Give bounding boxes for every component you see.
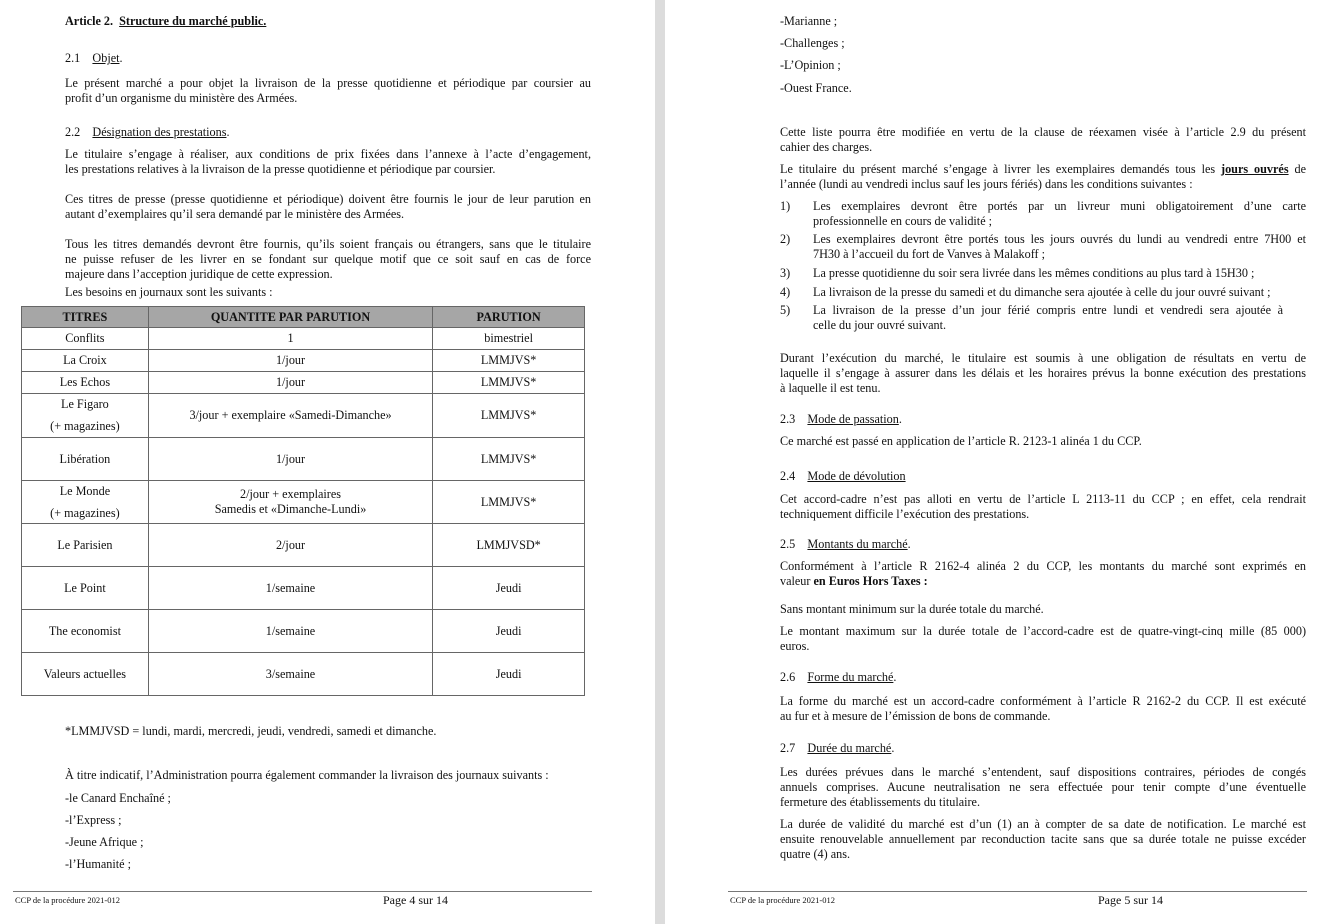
cell-titre <box>22 524 149 567</box>
cell-text: Le Monde <box>59 483 111 498</box>
paragraph <box>780 492 1306 522</box>
cell-quantite <box>148 350 432 372</box>
cell-titre <box>22 394 149 438</box>
cell-text: Jeudi <box>495 623 522 638</box>
cell-text: Jeudi <box>495 666 522 681</box>
list-item <box>813 199 1306 229</box>
page-number: Page 4 sur 14 <box>383 893 448 907</box>
table-footnote: *LMMJVSD = lundi, mardi, mercredi, jeudi, vendredi, samedi et dimanche. <box>65 724 437 738</box>
section-2-7-heading: 2.7 Durée du marché. <box>780 741 895 755</box>
page-4 <box>0 0 655 924</box>
cell-text: 1/semaine <box>265 623 316 638</box>
text-line: Durant l’exécution du marché, le titulaire est soumis à une obligation de résultats en vertu de <box>780 351 1306 365</box>
page-number: Page 5 sur 14 <box>1098 893 1163 907</box>
cell-titre <box>22 610 149 653</box>
cell-text: The economist <box>48 623 121 638</box>
table-row <box>22 372 585 394</box>
cell-titre <box>22 438 149 481</box>
paragraph: Les besoins en journaux sont les suivants : <box>65 285 273 299</box>
section-number: 2.5 <box>780 537 796 551</box>
paragraph <box>780 817 1306 862</box>
cell-parution <box>433 567 585 610</box>
cell-parution <box>433 394 585 438</box>
cell-parution <box>433 328 585 350</box>
paragraph <box>65 237 591 282</box>
table-row <box>22 653 585 696</box>
cell-quantite <box>148 653 432 696</box>
cell-quantite <box>148 567 432 610</box>
text-line: Ces titres de presse (presse quotidienne et périodique) doivent être fournis le jour de leur parution en <box>65 192 591 206</box>
cell-titre <box>22 372 149 394</box>
cell-titre <box>22 481 149 524</box>
cell-text: 3/semaine <box>265 666 316 681</box>
text-line: 7H30 à l’accueil du fort de Vanves à Malakoff ; <box>813 247 1046 261</box>
text-line: Le titulaire s’engage à réaliser, aux conditions de prix fixées dans l’annexe à l’acte d’engagement, <box>65 147 591 161</box>
cell-text: 2/jour + exemplaires <box>240 487 341 501</box>
paragraph: Sans montant minimum sur la durée totale du marché. <box>780 602 1044 616</box>
list-item: -le Canard Enchaîné ; <box>65 791 171 805</box>
paragraph <box>65 147 591 177</box>
paragraph <box>780 624 1306 654</box>
text-line: Conformément à l’article R 2162-4 alinéa 2 du CCP, les montants du marché sont exprimés en <box>780 559 1306 573</box>
text-line: professionnelle en cours de validité ; <box>813 214 993 228</box>
cell-parution <box>433 653 585 696</box>
text-line: Le présent marché a pour objet la livraison de la presse quotidienne et périodique par coursier au <box>65 76 591 90</box>
column-header-titres: TITRES <box>22 307 149 328</box>
section-number: 2.1 <box>65 51 81 65</box>
cell-parution <box>433 610 585 653</box>
cell-text: Libération <box>59 451 111 466</box>
text-line: ne puisse refuser de les livrer en se fondant sur quelque motif que ce soit sauf en cas de force <box>65 252 591 266</box>
cell-text: 1/jour <box>275 375 306 389</box>
paragraph <box>780 351 1306 396</box>
cell-quantite <box>148 438 432 481</box>
article-heading <box>65 14 266 29</box>
text-line <box>780 574 928 588</box>
item-number: 3) <box>780 266 791 280</box>
cell-parution <box>433 438 585 481</box>
cell-quantite <box>148 481 432 524</box>
text-line: ensuite renouvelable annuellement par reconduction tacite sans que sa durée totale ne puisse excéder <box>780 832 1306 846</box>
list-item: -Marianne ; <box>780 14 838 28</box>
footer-procedure: CCP de la procédure 2021-012 <box>15 895 120 905</box>
list-item: -Ouest France. <box>780 81 852 95</box>
text-line: quatre (4) ans. <box>780 847 851 861</box>
cell-parution <box>433 350 585 372</box>
cell-text: Le Point <box>64 580 106 595</box>
section-title: Montants du marché <box>807 537 908 551</box>
text-line: Les durées prévues dans le marché s’entendent, sauf dispositions contraires, périodes de congés <box>780 765 1306 779</box>
cell-text: 2/jour <box>275 537 306 552</box>
cell-quantite <box>148 328 432 350</box>
table-row <box>22 481 585 524</box>
text-line: au fur et à mesure de l’émission de bons de commande. <box>780 709 1051 723</box>
text-line: Le montant maximum sur la durée totale de l’accord-cadre est de quatre-vingt-cinq mille (85 000) <box>780 624 1306 638</box>
cell-text: LMMJVS* <box>480 451 537 466</box>
cell-quantite <box>148 394 432 438</box>
section-2-4-heading <box>780 469 906 484</box>
table-row <box>22 610 585 653</box>
cell-text: 1 <box>287 331 294 345</box>
paragraph <box>780 125 1306 155</box>
section-title: Mode de dévolution <box>807 469 906 483</box>
section-number: 2.2 <box>65 125 81 139</box>
cell-text: Le Parisien <box>57 537 113 552</box>
table-row <box>22 438 585 481</box>
text-line: Cet accord-cadre n’est pas alloti en vertu de l’article L 2113-11 du CCP ; en effet, cela rendrait <box>780 492 1306 506</box>
section-2-3-heading: 2.3 Mode de passation. <box>780 412 902 426</box>
page-gap <box>655 0 665 924</box>
cell-text: LMMJVS* <box>480 494 537 509</box>
item-number: 5) <box>780 303 791 317</box>
table-row <box>22 394 585 438</box>
section-number: 2.4 <box>780 469 796 483</box>
text-line: techniquement difficile l’exécution des prestations. <box>780 507 1030 521</box>
section-2-5-heading: 2.5 Montants du marché. <box>780 537 911 551</box>
footer-procedure: CCP de la procédure 2021-012 <box>730 895 835 905</box>
cell-text: Le Figaro <box>61 397 109 411</box>
text-line: autant d’exemplaires qu’il sera demandé par le ministère des Armées. <box>65 207 405 221</box>
section-number: 2.7 <box>780 741 796 755</box>
cell-text: 1/jour <box>275 451 306 466</box>
section-2-2-heading: 2.2 Désignation des prestations. <box>65 125 230 139</box>
article-number: Article 2. <box>65 14 114 28</box>
text-line: Cette liste pourra être modifiée en vertu de la clause de réexamen visée à l’article 2.9 du présent <box>780 125 1306 139</box>
text-run: de <box>1294 162 1306 176</box>
section-number: 2.3 <box>780 412 796 426</box>
cell-text: Conflits <box>65 331 105 345</box>
table-row <box>22 328 585 350</box>
item-number: 1) <box>780 199 791 213</box>
cell-text: Samedis et «Dimanche-Lundi» <box>214 502 367 516</box>
cell-titre <box>22 567 149 610</box>
section-number: 2.6 <box>780 670 796 684</box>
list-item: -l’Humanité ; <box>65 857 131 871</box>
text-line: fermeture des établissements du titulaire. <box>780 795 981 809</box>
table-row <box>22 524 585 567</box>
section-title: Durée du marché <box>807 741 892 755</box>
cell-text: Jeudi <box>495 580 522 595</box>
cell-quantite <box>148 372 432 394</box>
text-line: celle du jour ouvré suivant. <box>813 318 947 332</box>
section-title: Désignation des prestations <box>92 125 227 139</box>
paragraph: À titre indicatif, l’Administration pourra également commander la livraison des journaux suivants : <box>65 768 549 782</box>
cell-text: 1/semaine <box>265 580 316 595</box>
footer-rule <box>13 891 592 892</box>
text-line: les prestations relatives à la livraison de la presse quotidienne et périodique par coursier. <box>65 162 496 176</box>
list-item <box>813 232 1306 262</box>
list-item: -Challenges ; <box>780 36 845 50</box>
cell-titre <box>22 653 149 696</box>
section-2-6-heading: 2.6 Forme du marché. <box>780 670 897 684</box>
paragraph <box>65 76 591 106</box>
press-table <box>21 306 585 696</box>
column-header-quantite: QUANTITE PAR PARUTION <box>148 307 432 328</box>
emphasis: jours ouvrés <box>1221 162 1289 176</box>
cell-parution <box>433 481 585 524</box>
text-line <box>780 162 1306 177</box>
cell-text: 1/jour <box>275 353 306 367</box>
cell-parution <box>433 524 585 567</box>
text-line: l’année (lundi au vendredi inclus sauf les jours fériés) dans les conditions suivantes : <box>780 177 1193 191</box>
text-line: annuels comprises. Aucune neutralisation ne sera effectuée pour tenir compte d’une éventuelle <box>780 780 1306 794</box>
text-line: La livraison de la presse d’un jour férié compris entre lundi et vendredi sera ajoutée à <box>813 303 1283 317</box>
table-row <box>22 350 585 372</box>
cell-quantite <box>148 524 432 567</box>
list-item <box>813 303 1283 333</box>
paragraph <box>780 559 1306 589</box>
text-line: La durée de validité du marché est d’un (1) an à compter de sa date de notification. Le marché est <box>780 817 1306 831</box>
paragraph <box>780 694 1306 724</box>
cell-text: LMMJVS* <box>480 375 537 389</box>
cell-text: (+ magazines) <box>50 505 120 520</box>
cell-text: Les Echos <box>59 375 111 389</box>
text-line: La forme du marché est un accord-cadre conformément à l’article R 2162-2 du CCP. Il est exécuté <box>780 694 1306 708</box>
cell-titre <box>22 350 149 372</box>
text-line: Tous les titres demandés devront être fournis, qu’ils soient français ou étrangers, sans que le titulaire <box>65 237 591 251</box>
cell-titre <box>22 328 149 350</box>
cell-text: 3/jour + exemplaire «Samedi-Dimanche» <box>189 408 392 422</box>
text-line: profit d’un organisme du ministère des Armées. <box>65 91 298 105</box>
text-line: cahier des charges. <box>780 140 873 154</box>
cell-text: Valeurs actuelles <box>43 666 127 681</box>
text-line: Les exemplaires devront être portés tous les jours ouvrés du lundi au vendredi entre 7H00 et <box>813 232 1306 246</box>
list-item: -Jeune Afrique ; <box>65 835 144 849</box>
column-header-parution: PARUTION <box>433 307 585 328</box>
item-number: 2) <box>780 232 791 246</box>
paragraph <box>780 162 1306 192</box>
paragraph: Ce marché est passé en application de l’article R. 2123-1 alinéa 1 du CCP. <box>780 434 1142 448</box>
cell-text: bimestriel <box>484 331 533 345</box>
section-2-1-heading: 2.1 Objet. <box>65 51 123 65</box>
section-title: Forme du marché <box>807 670 894 684</box>
paragraph <box>780 765 1306 810</box>
emphasis: en Euros Hors Taxes : <box>813 574 928 588</box>
text-run: Le titulaire du présent marché s’engage à livrer les exemplaires demandés tous les <box>780 162 1216 176</box>
page-5 <box>665 0 1333 924</box>
cell-parution <box>433 372 585 394</box>
cell-quantite <box>148 610 432 653</box>
list-item: La livraison de la presse du samedi et du dimanche sera ajoutée à celle du jour ouvré suivant ; <box>813 285 1271 299</box>
text-line: laquelle il s’engage à assurer dans les délais et les horaires prévus la bonne exécution des prestations <box>780 366 1306 380</box>
text-line: à laquelle il est tenu. <box>780 381 881 395</box>
cell-text: LMMJVS* <box>480 408 537 422</box>
section-title: Mode de passation <box>807 412 899 426</box>
list-item: La presse quotidienne du soir sera livrée dans les mêmes conditions au plus tard à 15H30 ; <box>813 266 1255 280</box>
cell-text: LMMJVS* <box>480 353 537 367</box>
table-header-row <box>22 307 585 328</box>
article-title: Structure du marché public. <box>119 14 267 28</box>
list-item: -L’Opinion ; <box>780 58 841 72</box>
paragraph <box>65 192 591 222</box>
item-number: 4) <box>780 285 791 299</box>
text-run: valeur <box>780 574 811 588</box>
table-row <box>22 567 585 610</box>
text-line: Les exemplaires devront être portés par un livreur muni obligatoirement d’une carte <box>813 199 1306 213</box>
cell-text: (+ magazines) <box>50 419 120 433</box>
cell-text: LMMJVSD* <box>476 537 541 552</box>
cell-text: La Croix <box>63 353 107 367</box>
footer-rule <box>728 891 1307 892</box>
text-line: euros. <box>780 639 810 653</box>
text-line: majeure dans l’acception juridique de cette expression. <box>65 267 333 281</box>
section-title: Objet <box>92 51 120 65</box>
list-item: -l’Express ; <box>65 813 122 827</box>
